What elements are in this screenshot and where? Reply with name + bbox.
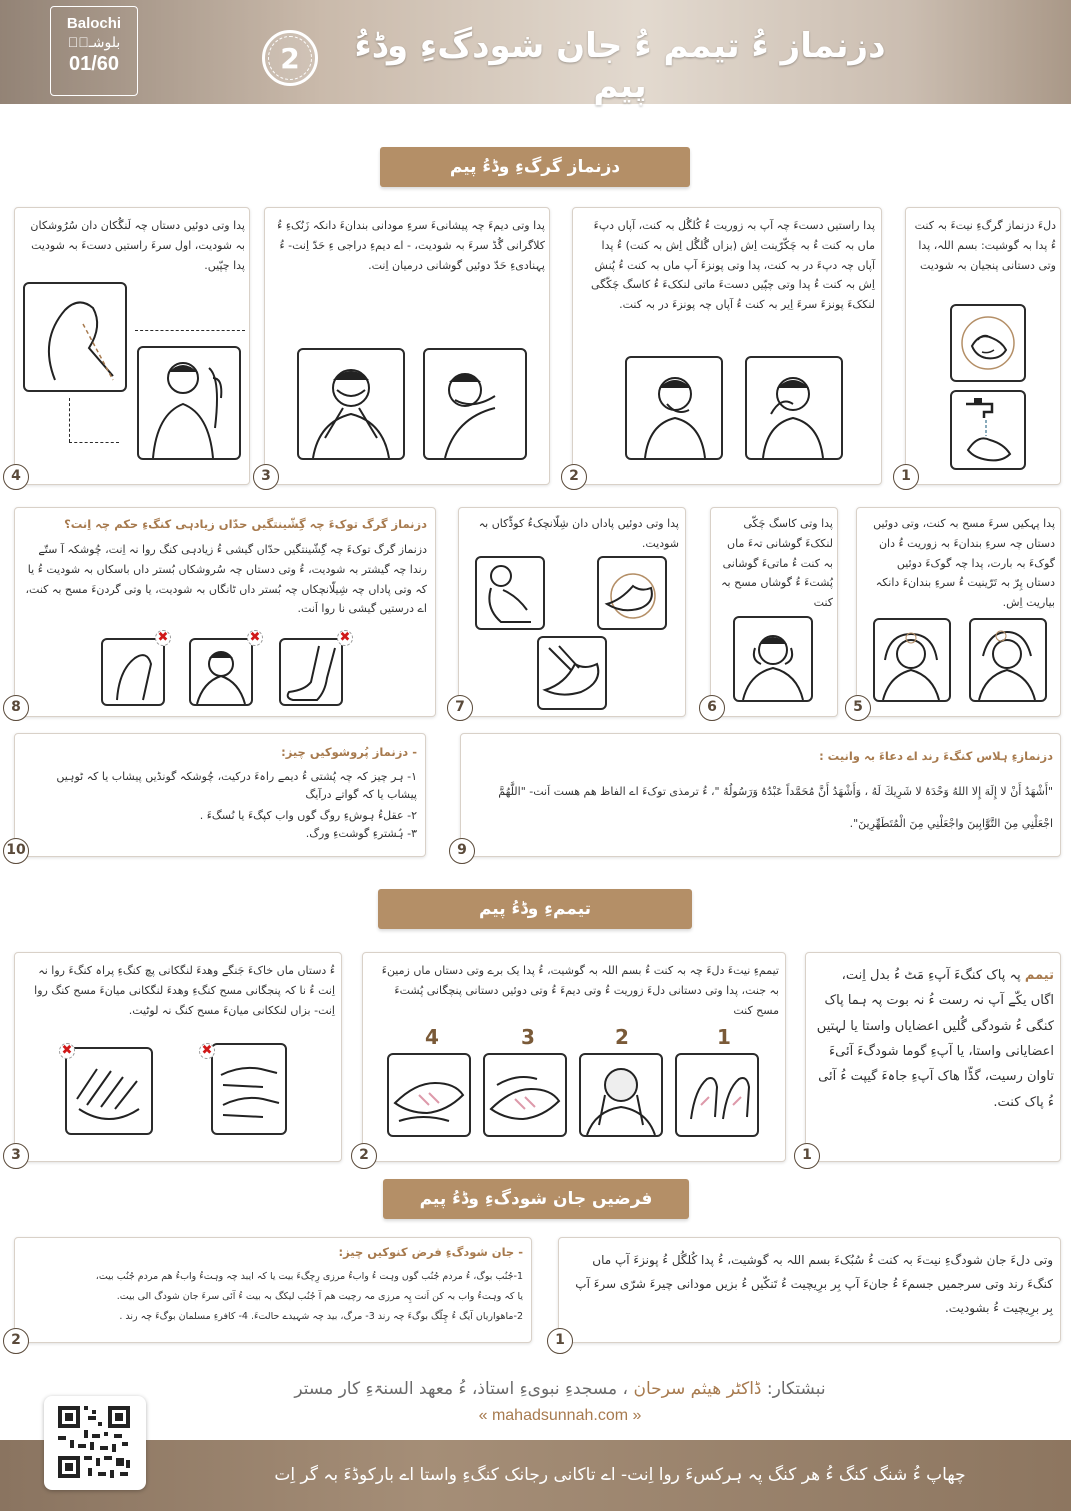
wudu-step-9-dua-end: اجْعَلْنِي مِنَ التَّوَّابِينَ واجْعَلْنِي مِنَ الْمُتَطَهِّرِينَ".	[849, 817, 1053, 830]
wudu-step-9-dua: "أَشْهَدُ أَنْ لا إِلَهَ إِلا اللهُ وَحْدَهُ لا شَرِيكَ لَهُ ، وَأَشْهَدُ أَنَّ مُحَمَّداً عَبْدُهُ وَرَسُولُهُ "، ءُ ترمذی توکءَ اے الفاظ ھم ھست اَنت- "اللَّهُمَّ	[498, 785, 1053, 798]
wash-arm-closeup-illustration	[23, 282, 127, 392]
ghusl-step-2-line-1: 1-جُنُب بوگ، ءُ مردم جُنُب گوں وہت ءُ وابءُ مرزی رِچگءَ بیت یا کہ ایبد چہ وہتءُ وابءُ ھم مردم جُنُب بیت،	[95, 1271, 523, 1282]
wipe-face-tayammum-illustration	[579, 1053, 663, 1137]
wrong-spread-fingers-illustration	[211, 1043, 287, 1135]
ghusl-banner: فرضیں جان شودگءِ وڈءُ پیم	[383, 1179, 689, 1219]
wipe-other-hand-illustration	[387, 1053, 471, 1137]
wudu-step-9-title: دزنمازءِ ہلاس کنگءَ رند اے دعاءَ بہ وانیت :	[819, 749, 1053, 763]
language-badge	[50, 6, 138, 96]
website-link[interactable]: « mahadsunnah.com »	[478, 1407, 642, 1424]
tayammum-step-2-text: تیممءِ نیتءَ دلءَ چہ بہ کنت ءُ بسم اللہ بہ گوشیت، ءُ پدا یک برے وتی دستاں ماں زمینءَ بہ جنت، پدا وتی دستانی دلءَ زوریت ءُ وتی دیمءَ ءُ وتی دوئیں دستانی پنچگانی پُشتءَ مسح کنت	[381, 964, 779, 1017]
wudu-step-4-text: پدا وتی دوئیں دستاں چہ لَنگُکان دان سُرُوشکان بہ شودیت، اول سرءَ راستیں دستءَ بہ شودیت پدا چپّیں.	[30, 219, 245, 272]
wudu-step-10-line-1: ١- ہر چیز کہ چہ پُشتی ءُ دیمے راہءَ درکیت، چُوشکہ گونڈیں پیشاب یا کہ ٹوہیں پیشاب یا کہ گواتے درآیگ	[56, 770, 417, 801]
wudu-step-5-number: 5	[845, 695, 871, 721]
wudu-step-8-title: دزنماز گرگ توکءَ چہ گِشّینتگیں حدّاں زیادہی کنگءِ حکم چہ اِنت؟	[64, 517, 427, 531]
wrong-arm-wash-illustration	[101, 638, 165, 706]
rinse-nose-illustration	[745, 356, 843, 460]
wudu-step-1-number: 1	[893, 464, 919, 490]
wudu-step-2-card	[569, 207, 882, 485]
tayammum-label-1: 1	[717, 1025, 731, 1049]
ghusl-step-2-card	[11, 1237, 532, 1348]
wudu-step-9-card	[457, 733, 1061, 858]
wudu-step-10-title: - دزنماز پُروشوکیں چیز:	[281, 745, 417, 759]
tayammum-step-1-text	[816, 963, 1054, 1115]
tayammum-step-3-number: 3	[3, 1143, 29, 1169]
tayammum-step-1-body: پہ پاک کنگءَ آپءِ مَٹ ءُ بدل اِنت، اگاں یکّے آپ نہ رست ءُ نہ بوت پہ ہما پاک کنگی ءُ شودگی گُلیں اعضایاں واستا یا لہتیں اعضایانی واستا، یا آپءِ گوما شودگءَ آئیءَ تاوان رسیت، گڈّا ھاک آپءِ جاہءَ گیپت ءُ آئی ءُ پاک کنت.	[816, 968, 1054, 1110]
wipe-hand-back-illustration	[483, 1053, 567, 1137]
ghusl-step-1-number: 1	[547, 1328, 573, 1354]
wudu-step-8-number: 8	[3, 695, 29, 721]
ghusl-step-1-card	[555, 1237, 1061, 1348]
wudu-step-2-text: پدا راستیں دستءَ چہ آپ بہ زوریت ءُ کُلگُل بہ کنت، آپاں دپءَ ماں بہ کنت ءُ بہ چَکّرّینت اِش (بزاں گُلگُل اِش بہ کنت) ءُ پدا آپاں چہ دپءَ در بہ کنت، پدا وتی پونزءَ آپ ماں بہ کنت ءُ پُنش اِش بہ کنت ءُ پدا وتی چپّیں دستءَ ماتی لنککءَ ءُ کاسگ چَکّگی لنککءَ پونزءَ سرءَ اِیر بہ کنت ءُ آپاں چہ پونزءَ در بہ کنت.	[591, 219, 875, 312]
wudu-step-4-card	[11, 207, 250, 485]
tayammum-step-3-card	[11, 952, 342, 1163]
wudu-step-10-line-3: ٣- ہُشترءِ گوشتءِ ورگ.	[305, 827, 417, 840]
author-name: ڈاکٹر ھیثم سرحان	[633, 1379, 762, 1399]
wudu-step-3-number: 3	[253, 464, 279, 490]
ghusl-step-1-text: وتی دلءَ جان شودگءِ نیتءَ بہ کنت ءُ سُبُکءَ بسم اللہ بہ گوشیت، ءُ پدا کُلگُل ءُ پونزءَ آپ ماں کنگءَ رند وتی سرجمیں جسمءَ ءُ جانءَ آپ بِر برِیچیت ءُ تَنکّیں ءُ بزیں مودانی چیرءَ شرّی سرءَ آپ بِر برِیچیت ءُ بشودیت.	[575, 1253, 1053, 1315]
tayammum-step-1-card	[802, 952, 1061, 1163]
wudu-step-8-text: دزنماز گرگ توکءَ چہ گِشّینتگیں حدّاں گیشی ءُ زیادہی کنگ روا نہ اِنت، چُوشکہ آ ستّے رندا چہ گیشتر بہ شودیت، ءُ وتی دستاں چہ سُروشکاں بُستر داں باسکاں بہ شودیت ءُ یا کہ وتی پاداں چہ شِیلّانچکاں چہ بُستر داں ٹانگاں بہ شودیت، یا وتی گردنءَ مسح بہ کنت، اے درستیں گیشی نا روا اَنت.	[25, 543, 427, 616]
hand-wash-illustration	[950, 304, 1026, 382]
ghusl-step-2-title: - جان شودگءِ فرض کنوکیں چیز:	[338, 1245, 523, 1259]
wudu-step-1-text: دلءَ دزنماز گرگءِ نیتءَ بہ کنت ءُ پدا بہ گوشیت: بسم اللہ، پدا وتی دستانی پنجیان بہ شودیت	[914, 219, 1056, 272]
wudu-step-8-card	[11, 507, 436, 717]
wudu-step-10-card	[6, 733, 426, 858]
wudu-step-6-number: 6	[699, 695, 725, 721]
wrong-neck-wipe-illustration	[189, 638, 253, 706]
wrong-leg-wash-illustration	[279, 638, 343, 706]
page-title: دزنماز ءُ تیمم ءُ جان شودگءِ وڈءُ پیم	[354, 26, 886, 106]
wrong-mark-icon: ✖	[247, 630, 263, 646]
wudu-step-6-card	[707, 507, 838, 717]
footer-bar	[0, 1440, 1071, 1511]
wudu-step-7-text: پدا وتی دوئیں پاداں دان شِلّانچکءُ کوڈّکاں بہ شودیت.	[478, 517, 679, 550]
tayammum-label-2: 2	[615, 1025, 629, 1049]
wudu-step-6-text: پدا وتی کاسگ چَکّی لنککءَ گوشانی تہءَ ماں بہ کنت ءُ ماتیءَ گوشانی پُشتءَ ءُ گوشاں مسح بہ کنت	[721, 517, 833, 610]
tayammum-label-4: 4	[425, 1025, 439, 1049]
wrong-mark-icon: ✖	[155, 630, 171, 646]
arrow-guide-top	[135, 330, 245, 331]
tayammum-step-1-number: 1	[794, 1143, 820, 1169]
wash-face-illustration	[297, 348, 405, 460]
wash-foot-closeup-illustration	[597, 556, 667, 630]
wudu-step-10-number: 10	[3, 838, 29, 864]
wudu-step-5-card	[853, 507, 1061, 717]
page-counter: 01/60	[68, 53, 120, 75]
tayammum-step-2-card	[359, 952, 786, 1163]
wrong-interlace-fingers-illustration	[65, 1047, 153, 1135]
wrong-mark-icon: ✖	[199, 1043, 215, 1059]
tayammum-step-2-number: 2	[351, 1143, 377, 1169]
strike-earth-illustration	[675, 1053, 759, 1137]
tayammum-step-3-text: ءُ دستاں ماں خاکءَ جَنگے وھدءَ لنگکانی پچ کنگءِ پراہ کنگءَ روا نہ اِنت ءُ نا کہ پنجگانی مسح کنگءِ وھدءَ لنگکانی میانءَ مسح کنگ روا اِنت- بزاں لنککانی میانءَ مسح کنگ نہ لوٹیت.	[34, 964, 335, 1017]
section-number-badge: 2	[262, 30, 318, 86]
faucet-illustration	[950, 390, 1026, 470]
wash-feet-kneeling-illustration	[475, 556, 545, 630]
wudu-banner: دزنماز گرگءِ وڈءُ پیم	[380, 147, 690, 187]
wipe-head-front-illustration	[969, 618, 1047, 702]
author-line	[200, 1378, 920, 1399]
tayammum-lead-word: تیمم	[1024, 968, 1054, 983]
wudu-step-7-number: 7	[447, 695, 473, 721]
ghusl-step-2-line-2: یا کہ وہتءُ واب بہ کن اَنت پِہ مرزی مہ رچیت ھم آ جُنُب لیکگ بہ بیت ءُ آئی سرءَ جان شودگ الی بیت.	[116, 1291, 523, 1302]
wudu-step-2-number: 2	[561, 464, 587, 490]
wipe-ears-illustration	[733, 616, 813, 702]
wash-face-side-illustration	[423, 348, 527, 460]
language-english: Balochi	[66, 15, 122, 32]
wudu-step-3-card	[261, 207, 550, 485]
wudu-step-7-card	[455, 507, 686, 717]
wudu-step-4-number: 4	[3, 464, 29, 490]
wrong-mark-icon: ✖	[337, 630, 353, 646]
ghusl-step-2-number: 2	[3, 1328, 29, 1354]
tayammum-banner: تیممءِ وڈءُ پیم	[378, 889, 692, 929]
wudu-step-9-number: 9	[449, 838, 475, 864]
wash-between-toes-illustration	[537, 636, 607, 710]
wudu-step-3-text: پدا وتی دیمءَ چہ پیشانیءَ سرءِ مودانی بندانءَ دانکہ زَنُکءِ ءُ کلاگرانی گُڈ سرءَ بہ شودیت، - اے دیمءِ دراجی ءِ حَدّ اِنت- ءُ پہنادیءِ حَدّ دوئیں گوشانی درمیان اِنت.	[277, 219, 545, 272]
wudu-step-5-text: پدا پہکیں سرءَ مسح بہ کنت، وتی دوئیں دستاں چہ سرءِ بندانءَ بہ زوریت ءُ دان گوکءَ بہ بارت، پدا چہ گوکءَ دوئیں دستاں پِرّ بہ تَرّینیت ءُ سرءِ بندانءَ دانکہ بیاریت اِش.	[873, 517, 1055, 610]
qr-code[interactable]	[44, 1396, 146, 1490]
wudu-step-1-card	[901, 207, 1061, 485]
wash-arms-illustration	[137, 346, 241, 460]
wrong-mark-icon: ✖	[59, 1043, 75, 1059]
header-bar	[0, 0, 1071, 104]
tayammum-label-3: 3	[521, 1025, 535, 1049]
arrow-guide-right	[69, 442, 119, 443]
print-permission-note: چھاپ ءُ شنگ کنگ ءُ ھر کنگ پہ ہرکسءَ روا اِنت- اے تاکانی رجانک کنگءِ واستا اے بارکوڈءَ بہ گر اِت	[274, 1465, 966, 1485]
language-native: بلوشـیؔ	[67, 34, 121, 50]
wudu-step-10-line-2: ٢- عقلءُ ہوشءِ روگ گوں واب کپگءَ یا نُسگءَ .	[199, 809, 417, 822]
author-credentials: ، مسجدءِ نبویءِ استاذ، ءُ معھد السنۃءِ کار مستر	[294, 1379, 629, 1399]
author-label: نبشتکار:	[766, 1379, 826, 1399]
arrow-guide-down	[69, 398, 70, 442]
ghusl-step-2-line-3: 2-ماھواریاں آیگ ءُ چِلّگ بوگءَ چہ رند 3- مرگ، بید چہ شہیدے حالتءَ. 4- کافرءِ مسلمان بوگءَ چہ رند .	[119, 1311, 523, 1322]
wipe-head-back-illustration	[873, 618, 951, 702]
rinse-mouth-illustration	[625, 356, 723, 460]
